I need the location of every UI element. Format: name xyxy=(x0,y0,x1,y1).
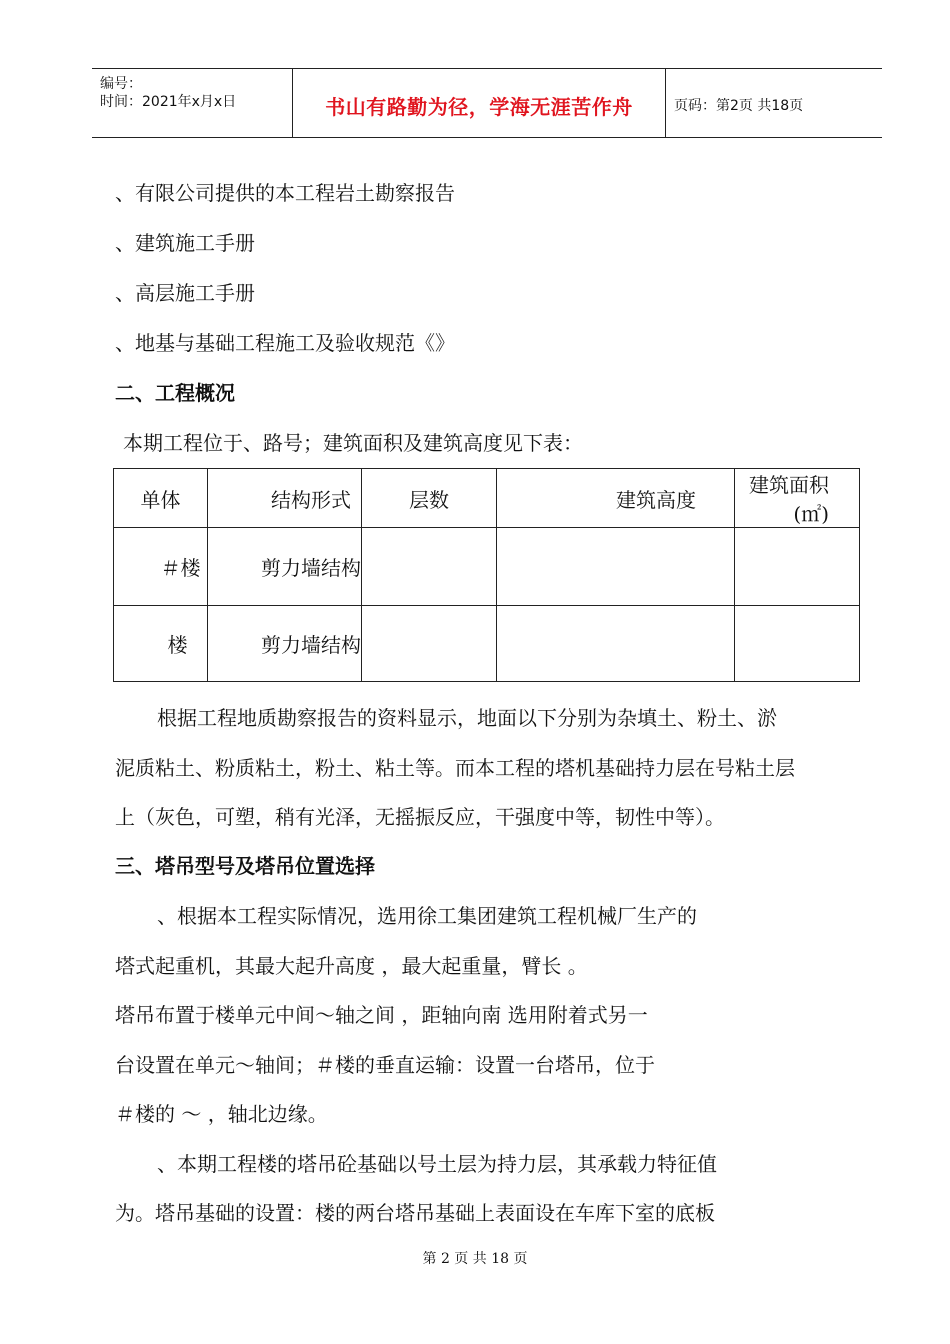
header-motto: 书山有路勤为径，学海无涯苦作舟 xyxy=(325,95,633,119)
table-cell xyxy=(497,606,735,682)
table-cell xyxy=(735,606,860,682)
reference-item: 、有限公司提供的本工程岩土勘察报告 xyxy=(115,181,455,205)
header-page-cell xyxy=(664,69,882,137)
table-cell xyxy=(362,528,497,606)
table-cell xyxy=(735,528,860,606)
table-cell xyxy=(497,528,735,606)
crane-line: 、本期工程楼的塔吊砼基础以号土层为持力层，其承载力特征值 xyxy=(157,1152,717,1176)
crane-line: ＃楼的 ～ ，轴北边缘。 xyxy=(115,1102,328,1126)
page-header xyxy=(92,68,882,138)
header-meta xyxy=(92,69,292,137)
table-cell: 剪力墙结构 xyxy=(208,528,362,606)
table-cell xyxy=(362,606,497,682)
table-header-row xyxy=(114,469,860,528)
table-header-cell: 建筑面积(㎡) xyxy=(735,469,860,528)
table-header-cell: 建筑高度 xyxy=(497,469,735,528)
section-heading-overview: 二、工程概况 xyxy=(115,381,235,405)
reference-item: 、高层施工手册 xyxy=(115,281,255,305)
table-header-cell: 层数 xyxy=(362,469,497,528)
crane-line: 塔式起重机，其最大起升高度 ，最大起重量，臂长 。 xyxy=(115,954,588,978)
crane-line: 为。塔吊基础的设置：楼的两台塔吊基础上表面设在车库下室的底板 xyxy=(115,1201,715,1225)
header-time-label: 时间：2021年x月x日 xyxy=(100,94,237,110)
table-cell: 剪力墙结构 xyxy=(208,606,362,682)
page-footer: 第 2 页 共 18 页 xyxy=(422,1251,528,1267)
crane-line: 台设置在单元～轴间；＃楼的垂直运输：设置一台塔吊，位于 xyxy=(115,1053,655,1077)
geology-line: 上（灰色，可塑，稍有光泽，无摇振反应，干强度中等，韧性中等）。 xyxy=(115,805,725,829)
table-cell: 楼 xyxy=(114,606,208,682)
geology-line: 泥质粘土、粉质粘土，粉土、粘土等。而本工程的塔机基础持力层在号粘土层 xyxy=(115,756,795,780)
crane-line: 塔吊布置于楼单元中间～轴之间 ，距轴向南 选用附着式另一 xyxy=(115,1003,648,1027)
table-header-cell: 结构形式 xyxy=(208,469,362,528)
header-page-info: 页码：第2页 共18页 xyxy=(674,98,804,114)
header-motto-cell xyxy=(292,69,666,137)
geology-line: 根据工程地质勘察报告的资料显示，地面以下分别为杂填土、粉土、淤 xyxy=(157,706,777,730)
building-table xyxy=(113,468,860,682)
overview-intro: 本期工程位于、路号；建筑面积及建筑高度见下表： xyxy=(123,431,583,455)
crane-line: 、根据本工程实际情况，选用徐工集团建筑工程机械厂生产的 xyxy=(157,904,697,928)
table-row xyxy=(114,528,860,606)
table-row xyxy=(114,606,860,682)
reference-item: 、地基与基础工程施工及验收规范《》 xyxy=(115,331,455,355)
header-code-label: 编号： xyxy=(100,76,142,92)
table-header-cell: 单体 xyxy=(114,469,208,528)
section-heading-crane: 三、塔吊型号及塔吊位置选择 xyxy=(115,854,375,878)
reference-item: 、建筑施工手册 xyxy=(115,231,255,255)
table-cell: ＃楼 xyxy=(114,528,208,606)
